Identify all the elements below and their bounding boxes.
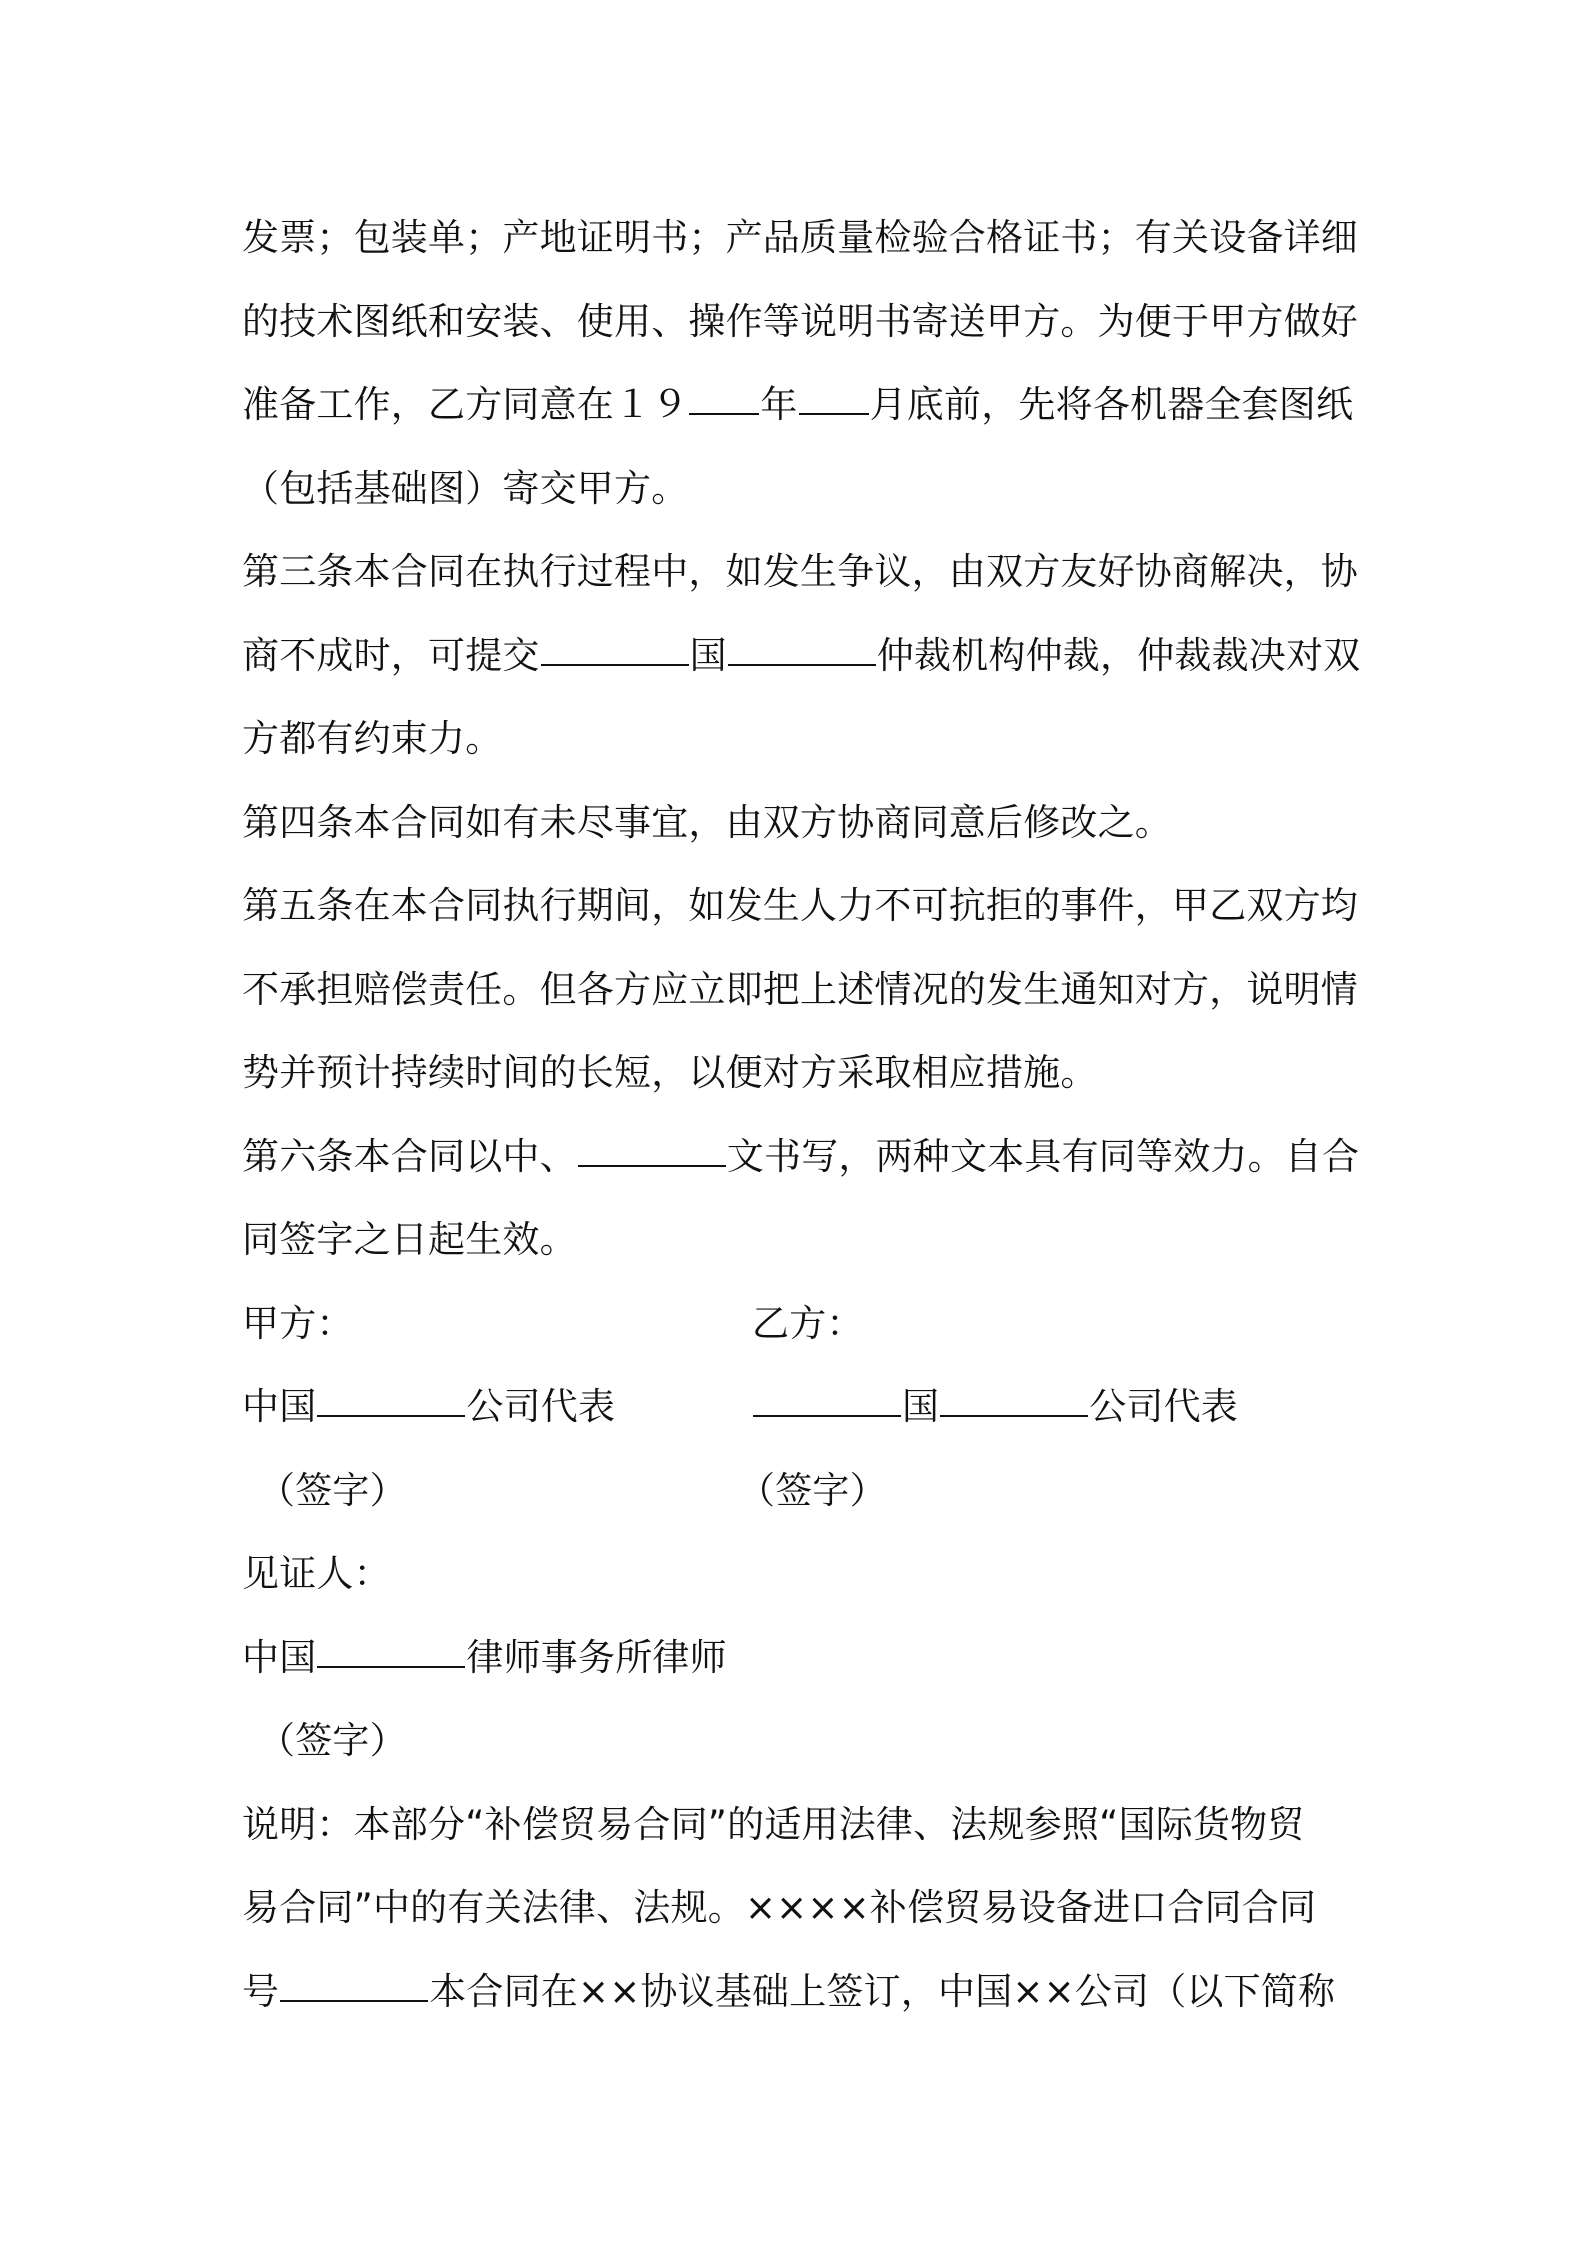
text-line — [242, 1783, 1362, 1867]
text-line — [242, 196, 1362, 280]
text-line — [242, 1532, 1362, 1616]
party-a-signature: （签字） — [258, 1468, 407, 1512]
article-5-text: 第五条在本合同执行期间，如发生人力不可抗拒的事件，甲乙双方均 — [242, 884, 1358, 927]
location-blank — [541, 664, 689, 666]
signature-row — [242, 1449, 1362, 1533]
party-b-label: 乙方： — [752, 1301, 864, 1345]
arbitration-blank — [728, 664, 876, 666]
note-text: 说明：本部分“补偿贸易合同”的适用法律、法规参照“国际货物贸 — [242, 1802, 1305, 1846]
paragraph-text: 准备工作，乙方同意在１９ — [242, 383, 689, 426]
note-text: 易合同”中的有关法律、法规。××××补偿贸易设备进口合同合同 — [242, 1886, 1317, 1929]
witness-suffix: 律师事务所律师 — [466, 1635, 727, 1679]
text-line — [242, 1198, 1362, 1282]
witness-signature: （签字） — [258, 1719, 407, 1762]
text-line — [242, 781, 1362, 865]
party-b-company-blank — [940, 1415, 1088, 1417]
party-a-suffix: 公司代表 — [466, 1385, 616, 1428]
party-labels-row — [242, 1282, 1362, 1366]
article-4-text: 第四条本合同如有未尽事宜，由双方协商同意后修改之。 — [242, 800, 1172, 844]
paragraph-text: （包括基础图）寄交甲方。 — [242, 466, 689, 510]
party-b-representative — [752, 1385, 1238, 1428]
note-text: 号 — [242, 1969, 280, 2013]
paragraph-text: 势并预计持续时间的长短，以便对方采取相应措施。 — [242, 1051, 1098, 1094]
paragraph-text: 仲裁机构仲裁，仲裁裁决对双 — [876, 633, 1361, 677]
text-line — [242, 447, 1362, 531]
paragraph-text: 月底前，先将各机器全套图纸 — [869, 383, 1354, 426]
text-line — [242, 1866, 1362, 1950]
paragraph-text: 年 — [760, 383, 798, 426]
contract-number-blank — [280, 2000, 428, 2002]
text-line — [242, 948, 1362, 1032]
paragraph-text: 的技术图纸和安装、使用、操作等说明书寄送甲方。为便于甲方做好 — [242, 299, 1358, 343]
language-blank — [578, 1165, 726, 1167]
text-line — [242, 864, 1362, 948]
text-line — [242, 1699, 1362, 1783]
text-line — [242, 1616, 1362, 1700]
month-blank — [799, 413, 869, 415]
text-line — [242, 1031, 1362, 1115]
paragraph-text: 发票；包装单；产地证明书；产品质量检验合格证书；有关设备详细 — [242, 216, 1358, 259]
party-representatives-row — [242, 1365, 1362, 1449]
document-page — [242, 196, 1362, 2033]
text-line — [242, 530, 1362, 614]
paragraph-text: 文书写，两种文本具有同等效力。自合 — [726, 1134, 1360, 1178]
text-line — [242, 1950, 1362, 2034]
witness-label: 见证人： — [242, 1552, 391, 1595]
party-a-representative — [242, 1365, 752, 1449]
party-a-company-blank — [317, 1415, 465, 1417]
party-b-signature: （签字） — [738, 1468, 887, 1512]
party-b-suffix: 公司代表 — [1089, 1385, 1239, 1428]
text-line — [242, 1115, 1362, 1199]
party-b-country-blank — [753, 1415, 901, 1417]
article-6-text: 第六条本合同以中、 — [242, 1134, 577, 1178]
text-line — [242, 614, 1362, 698]
party-b-mid: 国 — [902, 1385, 940, 1428]
party-a-prefix: 中国 — [242, 1385, 317, 1428]
paragraph-text: 同签字之日起生效。 — [242, 1218, 577, 1261]
text-line — [242, 280, 1362, 364]
party-a-label: 甲方： — [242, 1301, 354, 1345]
note-text: 本合同在××协议基础上签订，中国××公司（以下简称 — [429, 1969, 1336, 2013]
text-line — [242, 363, 1362, 447]
witness-prefix: 中国 — [242, 1635, 317, 1679]
article-3-text: 第三条本合同在执行过程中，如发生争议，由双方友好协商解决，协 — [242, 550, 1358, 593]
paragraph-text: 国 — [689, 633, 727, 677]
text-line — [242, 697, 1362, 781]
paragraph-text: 不承担赔偿责任。但各方应立即把上述情况的发生通知对方，说明情 — [242, 967, 1358, 1011]
year-blank — [689, 413, 759, 415]
witness-firm-blank — [317, 1666, 465, 1668]
paragraph-text: 方都有约束力。 — [242, 717, 503, 760]
paragraph-text: 商不成时，可提交 — [242, 633, 540, 677]
